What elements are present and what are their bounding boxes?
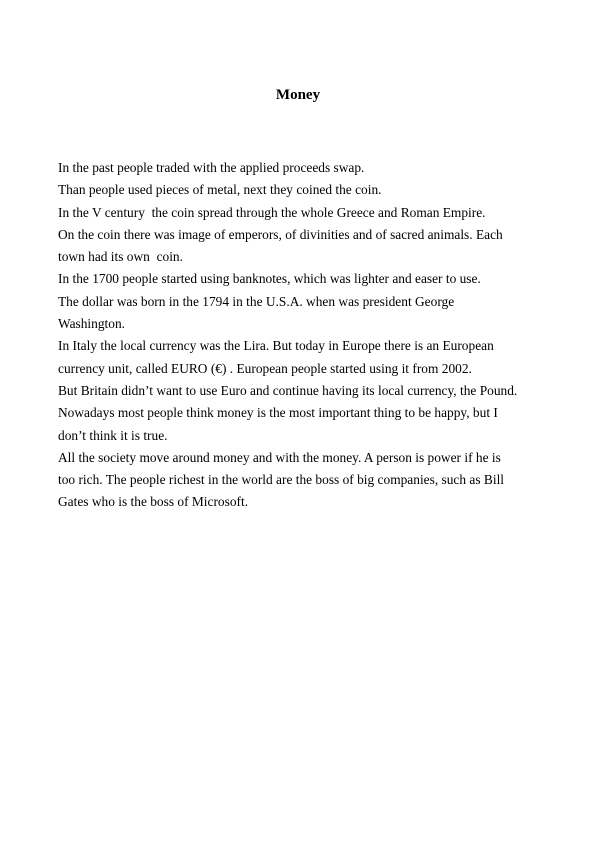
text-line: too rich. The people richest in the world are the boss of big companies, such as Bill (58, 472, 505, 488)
document-title: Money (275, 87, 321, 103)
text-line: All the society move around money and with the money. A person is power if he is (58, 449, 501, 465)
text-line: Than people used pieces of metal, next they coined the coin. (58, 182, 382, 198)
document-body (58, 157, 558, 514)
text-line: don’t think it is true. (58, 427, 168, 443)
text-line: Gates who is the boss of Microsoft. (58, 494, 249, 510)
text-line: But Britain didn’t want to use Euro and continue having its local currency, the Pound. (58, 382, 518, 398)
text-line: The dollar was born in the 1794 in the U.S.A. when was president George (58, 293, 455, 309)
text-line: In the 1700 people started using banknotes, which was lighter and easer to use. (58, 271, 481, 287)
text-line: In Italy the local currency was the Lira. But today in Europe there is an European (58, 338, 494, 354)
text-line: In the past people traded with the applied proceeds swap. (58, 160, 365, 175)
text-line: town had its own coin. (58, 249, 183, 265)
text-line: Nowadays most people think money is the most important thing to be happy, but I (58, 405, 498, 421)
text-line: On the coin there was image of emperors, of divinities and of sacred animals. Each (58, 226, 503, 242)
text-line: currency unit, called EURO (€) . European people started using it from 2002. (58, 360, 472, 376)
text-line: In the V century the coin spread through the whole Greece and Roman Empire. (58, 204, 486, 220)
text-line: Washington. (58, 316, 125, 332)
